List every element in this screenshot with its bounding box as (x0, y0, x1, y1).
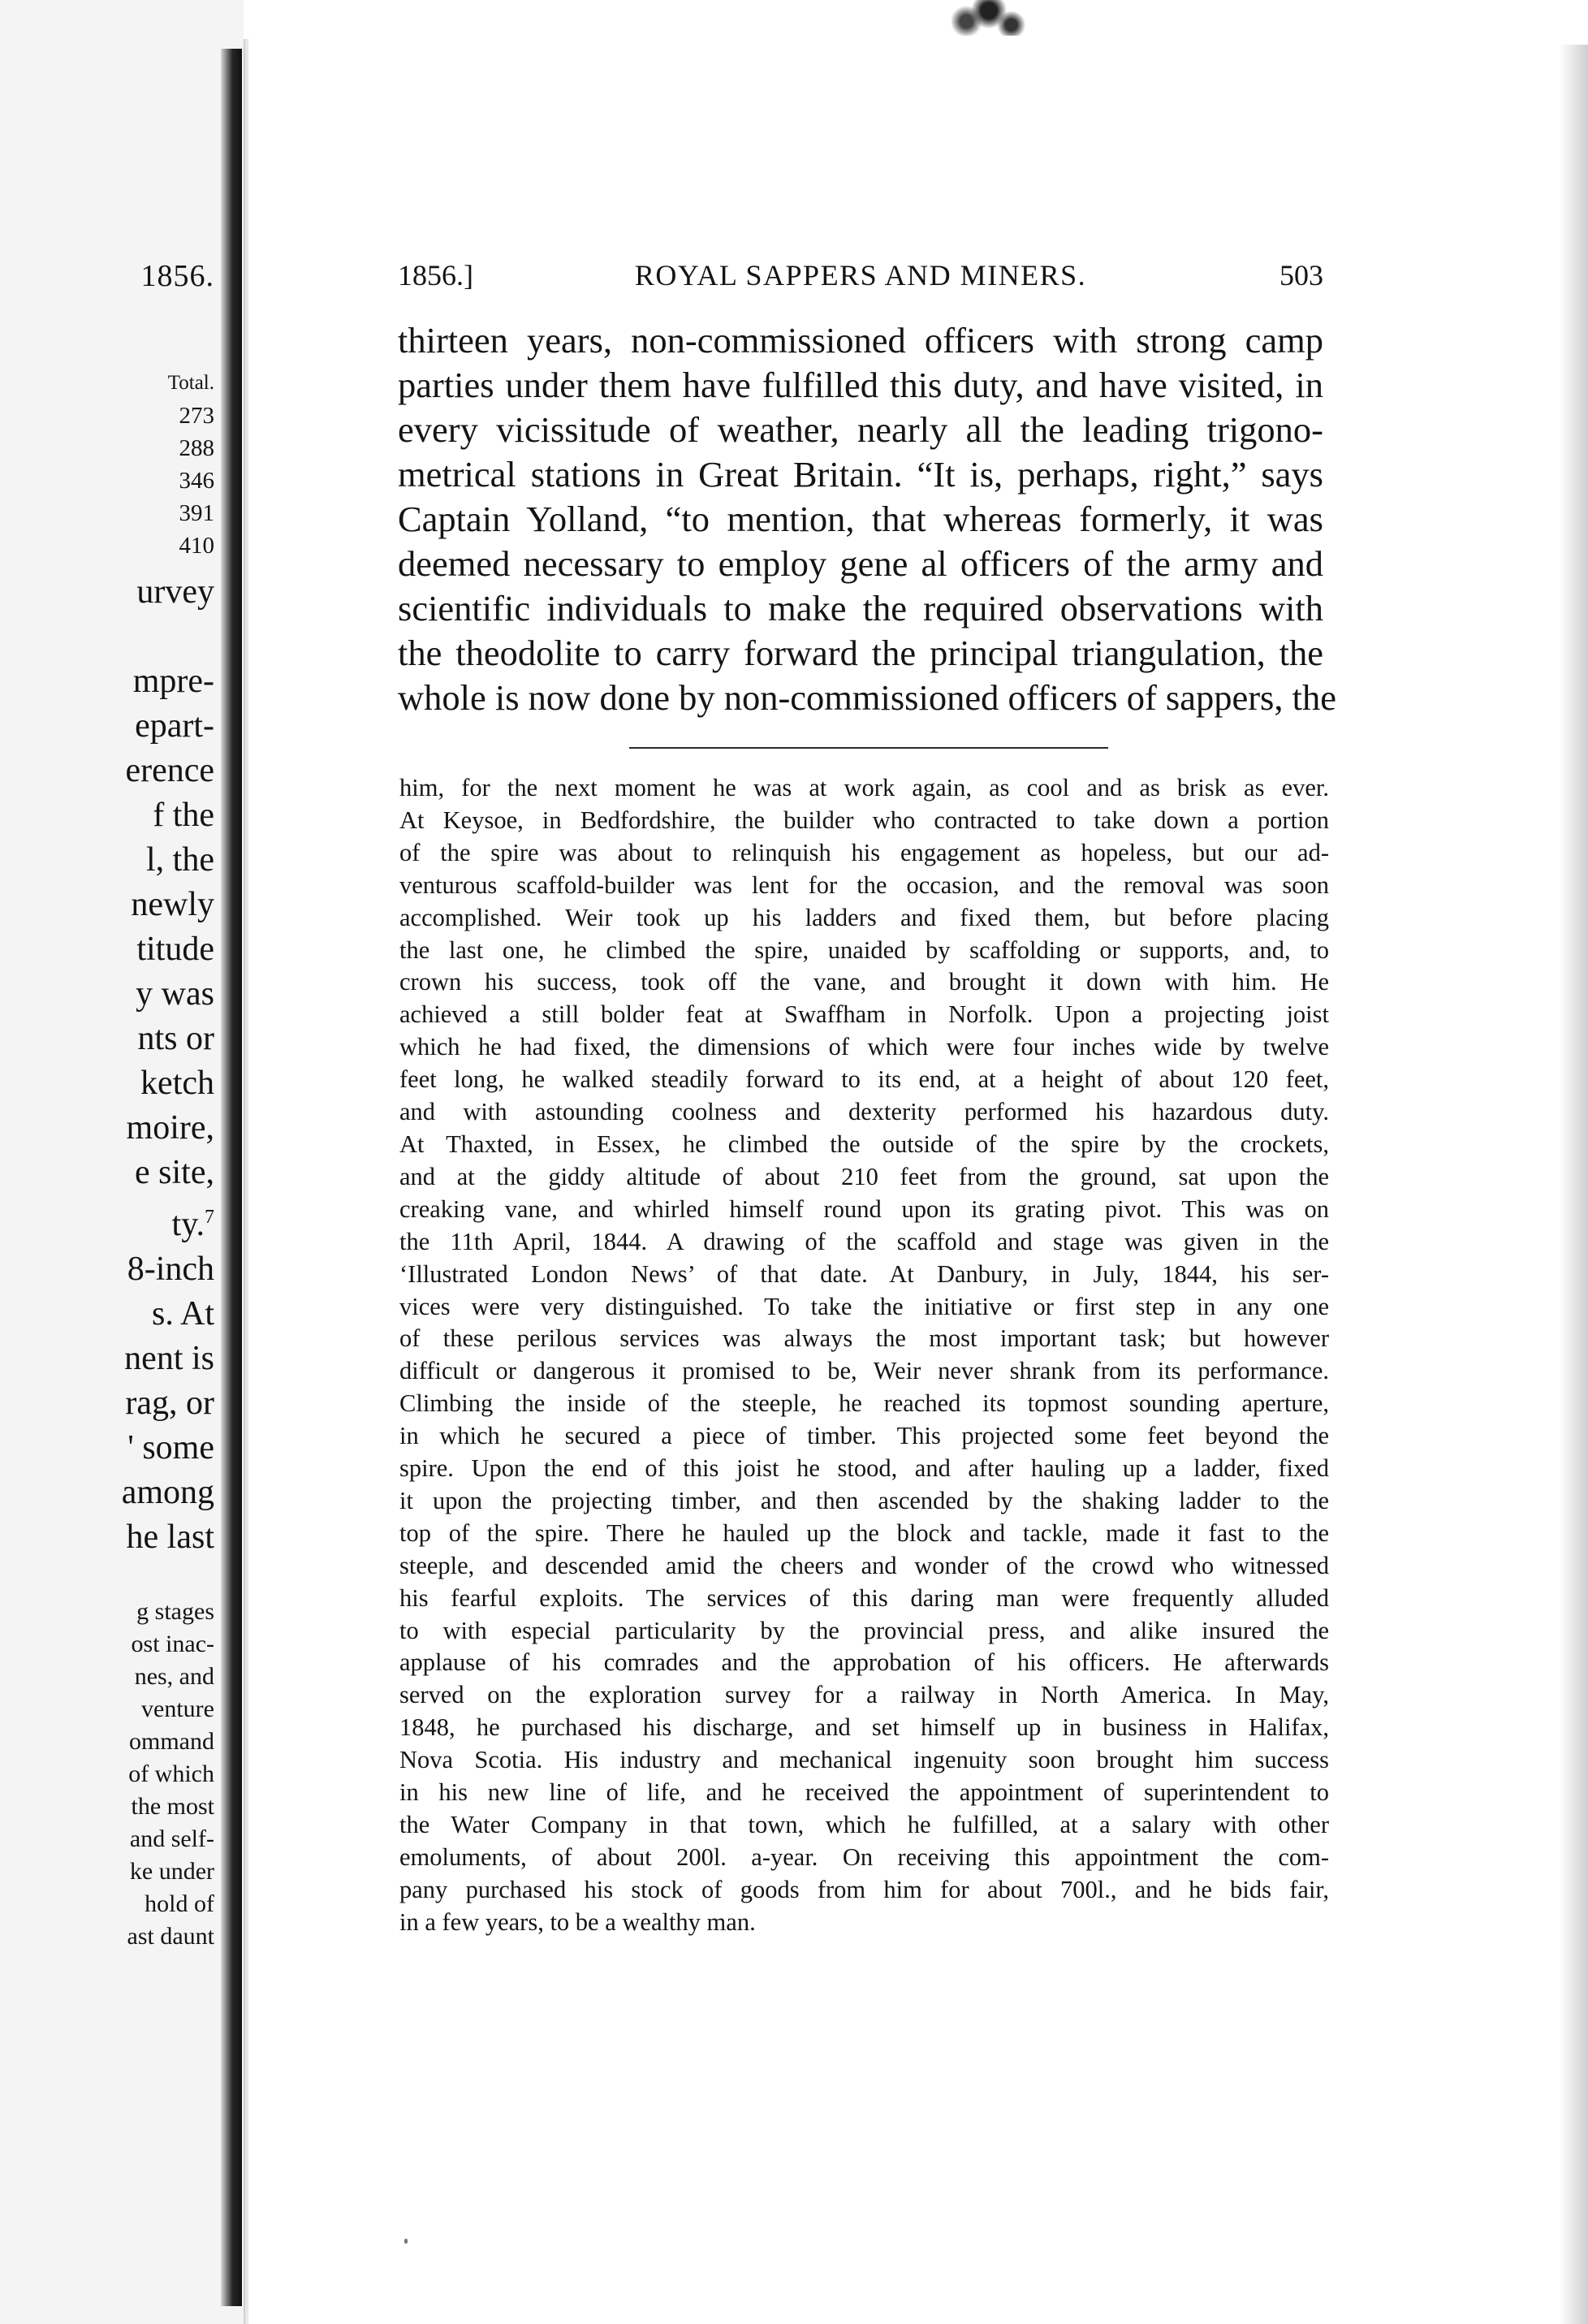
main-body-text (398, 318, 1336, 720)
book-gutter-shadow (221, 49, 242, 2306)
fragment-line: ost inac- (131, 1631, 214, 1657)
footnote-line: venturous scaffold-builder was lent for the occasion, and the removal was soon (399, 870, 1329, 899)
total-value: 273 (179, 403, 214, 429)
footnote-line: in which he secured a piece of timber. This projected some feet beyond the (399, 1422, 1329, 1450)
footnote-line: served on the exploration survey for a railway in North America. In May, (399, 1681, 1329, 1709)
footnote-line: pany purchased his stock of goods from him for about 700l., and he bids fair, (399, 1875, 1329, 1903)
fragment-line: erence (125, 752, 214, 789)
running-head (398, 258, 1323, 297)
footnote-line: Nova Scotia. His industry and mechanical ingenuity soon brought him success (399, 1746, 1329, 1774)
footnote-line: his fearful exploits. The services of this daring man were frequently alluded (399, 1583, 1329, 1612)
footnote-line: Climbing the inside of the steeple, he reached its topmost sounding aperture, (399, 1389, 1329, 1418)
page-number: 503 (1279, 259, 1323, 292)
fragment-line: urvey (136, 573, 214, 611)
footnote-line: him, for the next moment he was at work again, as cool and as brisk as ever. (399, 774, 1329, 801)
fragment-line: nes, and (134, 1663, 214, 1690)
footnote-line: accomplished. Weir took up his ladders and fixed them, but before placing (399, 903, 1329, 931)
previous-page-fragment (0, 0, 244, 2324)
fragment-line: moire, (126, 1109, 214, 1147)
fragment-line: epart- (135, 707, 214, 745)
footnote-line: emoluments, of about 200l. a-year. On receiving this appointment the com- (399, 1842, 1329, 1871)
fragment-line: ommand (129, 1728, 214, 1755)
footnote-line: and at the giddy altitude of about 210 feet from the ground, sat upon the (399, 1162, 1329, 1190)
footnote-line: spire. Upon the end of this joist he stood, and after hauling up a ladder, fixed (399, 1454, 1329, 1483)
total-value: 346 (179, 468, 214, 494)
body-line: every vicissitude of weather, nearly all the leading trigono- (398, 409, 1323, 450)
fragment-line: he last (126, 1518, 214, 1556)
body-line: thirteen years, non-commissioned officers with strong camp (398, 320, 1323, 361)
fragment-line: y was (136, 975, 214, 1013)
footnote-line: vices were very distinguished. To take the initiative or first step in any one (399, 1292, 1329, 1320)
previous-page-totals-column (168, 367, 214, 562)
fragment-line: 8-inch (127, 1251, 214, 1288)
previous-page-footnote-fragment (127, 1596, 214, 1953)
fragment-line: s. At (151, 1295, 214, 1333)
footnote-divider (629, 747, 1108, 749)
fragment-line: nts or (137, 1020, 214, 1057)
total-value: 391 (179, 500, 214, 526)
fragment-line: the most (131, 1793, 214, 1820)
fragment-line: titude (136, 931, 214, 968)
fragment-line: newly (131, 886, 214, 923)
previous-page-body-fragment (122, 570, 214, 1560)
page-edge-shadow (1559, 45, 1588, 2324)
footnote-ref: 7 (205, 1207, 214, 1228)
total-value: 410 (179, 533, 214, 559)
footnote-line: in his new line of life, and he received the appointment of superintendent to (399, 1778, 1329, 1807)
footnote-line: At Keysoe, in Bedfordshire, the builder who contracted to take down a portion (399, 806, 1329, 834)
footnote-line: 1848, he purchased his discharge, and set himself up in business in Halifax, (399, 1713, 1329, 1742)
running-head-title: ROYAL SAPPERS AND MINERS. (634, 259, 1087, 292)
footnote-text (399, 772, 1329, 1939)
totals-header: Total. (167, 372, 214, 394)
fragment-line: hold of (145, 1890, 214, 1917)
footnote-line: creaking vane, and whirled himself round upon its grating pivot. This was on (399, 1194, 1329, 1223)
fragment-line: mpre- (132, 663, 214, 700)
fragment-line: rag, or (125, 1384, 214, 1422)
footnote-line: At Thaxted, in Essex, he climbed the outside of the spire by the crockets, (399, 1130, 1329, 1158)
fragment-line: venture (141, 1695, 214, 1722)
fragment-line: ast daunt (127, 1923, 214, 1950)
fragment-line: e site, (135, 1154, 214, 1191)
footnote-line: applause of his comrades and the approbation of his officers. He afterwards (399, 1648, 1329, 1677)
footnote-line: the Water Company in that town, which he fulfilled, at a salary with other (399, 1811, 1329, 1838)
body-line: whole is now done by non-commissioned officers of sappers, the (398, 677, 1336, 718)
fragment-line: ' some (127, 1429, 214, 1467)
footnote-line: difficult or dangerous it promised to be, Weir never shrank from its performance. (399, 1357, 1329, 1385)
footnote-line: ‘Illustrated London News’ of that date. At Danbury, in July, 1844, his ser- (399, 1259, 1329, 1288)
footnote-line: and with astounding coolness and dexterity performed his hazardous duty. (399, 1098, 1329, 1126)
footnote-line: the last one, he climbed the spire, unaided by scaffolding or supports, and, to (399, 935, 1329, 964)
body-line: parties under them have fulfilled this duty, and have visited, in (398, 365, 1323, 405)
fragment-line: of which (128, 1760, 214, 1787)
fragment-line (122, 615, 214, 659)
fragment-line: among (121, 1474, 214, 1511)
fragment-line (122, 1195, 214, 1247)
previous-page-year: 1856. (140, 259, 214, 293)
body-line: scientific individuals to make the required observations with (398, 588, 1323, 629)
footnote-line: to with especial particularity by the provincial press, and alike insured the (399, 1616, 1329, 1644)
fragment-line: g stages (136, 1598, 214, 1625)
fragment-line: l, the (146, 841, 214, 879)
footnote-line: achieved a still bolder feat at Swaffham in Norfolk. Upon a projecting joist (399, 1000, 1329, 1029)
body-line: the theodolite to carry forward the principal triangulation, the (398, 633, 1323, 673)
fragment-line: ketch (140, 1065, 214, 1102)
footnote-line: crown his success, took off the vane, and brought it down with him. He (399, 968, 1329, 996)
fragment-line: and self- (129, 1825, 214, 1852)
footnote-line: of these perilous services was always the most important task; but however (399, 1324, 1329, 1353)
fragment-line: f the (153, 797, 214, 834)
footnote-line: feet long, he walked steadily forward to its end, at a height of about 120 feet, (399, 1065, 1329, 1094)
body-line: deemed necessary to employ gene al officers of the army and (398, 543, 1323, 584)
footnote-line: which he had fixed, the dimensions of which were four inches wide by twelve (399, 1033, 1329, 1061)
footnote-line: in a few years, to be a wealthy man. (399, 1907, 756, 1936)
scan-artifact (952, 0, 1026, 36)
footnote-line: it upon the projecting timber, and then ascended by the shaking ladder to the (399, 1486, 1329, 1514)
footnote-line: the 11th April, 1844. A drawing of the scaffold and stage was given in the (399, 1227, 1329, 1255)
fragment-text: ty. (171, 1206, 205, 1243)
running-head-year: 1856.] (398, 259, 473, 292)
total-value: 288 (179, 435, 214, 461)
footnote-line: steeple, and descended amid the cheers and wonder of the crowd who witnessed (399, 1551, 1329, 1579)
fragment-line: nent is (124, 1340, 214, 1377)
body-line: Captain Yolland, “to mention, that whereas formerly, it was (398, 499, 1323, 539)
fragment-line: ke under (129, 1858, 214, 1885)
footnote-line: of the spire was about to relinquish his engagement as hopeless, but our ad- (399, 838, 1329, 866)
scan-artifact (404, 2239, 408, 2244)
body-line: metrical stations in Great Britain. “It is, perhaps, right,” says (398, 454, 1323, 495)
footnote-line: top of the spire. There he hauled up the block and tackle, made it fast to the (399, 1518, 1329, 1547)
